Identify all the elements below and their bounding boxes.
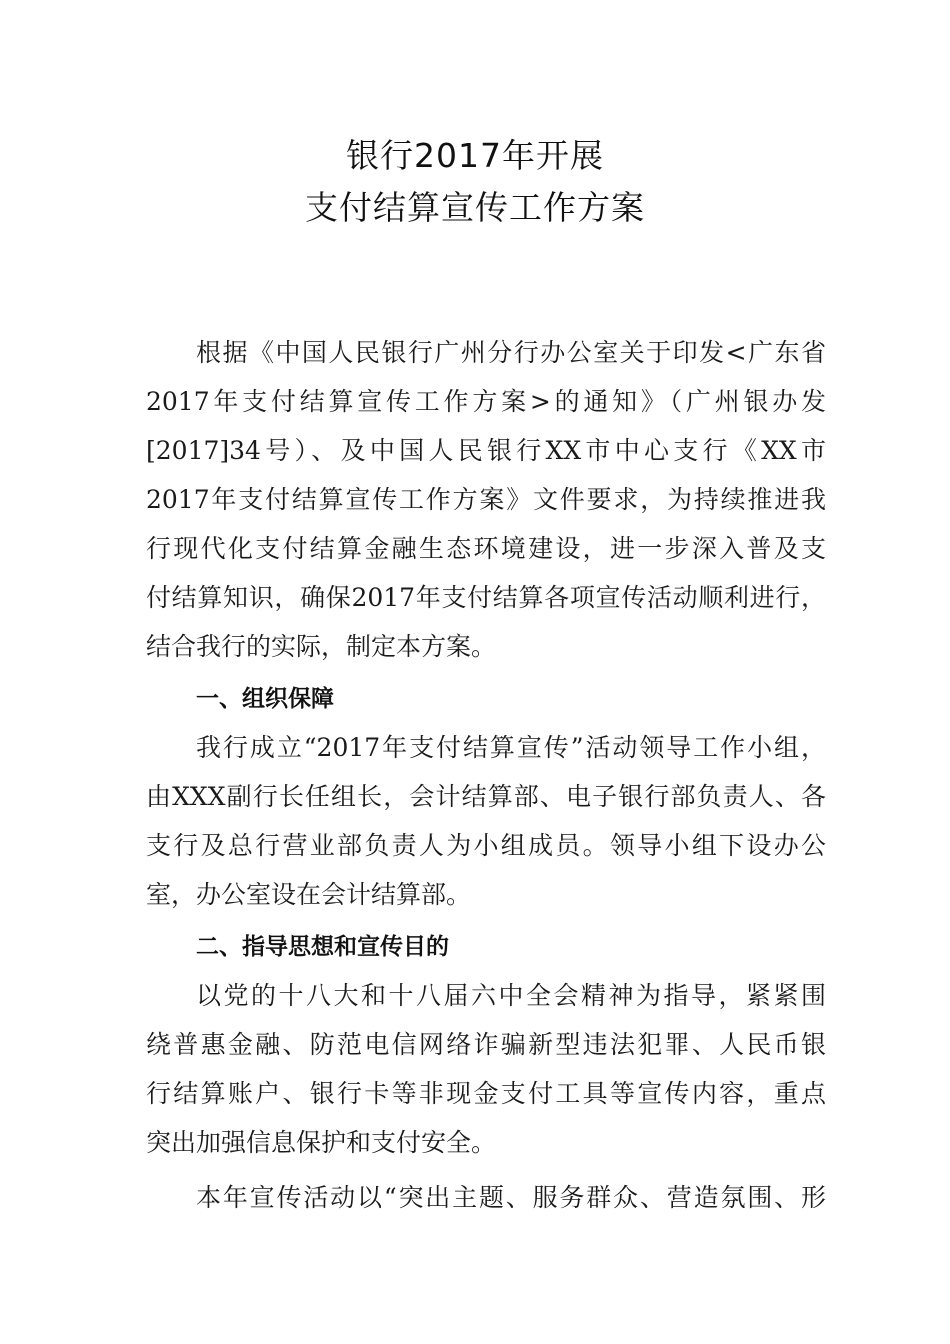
section-heading: 一、组织保障	[196, 686, 334, 712]
section-heading: 二、指导思想和宣传目的	[196, 934, 449, 960]
paragraph-line: 2017年支付结算宣传工作方案>的通知》（广州银办发	[146, 387, 826, 416]
paragraph-line: 绕普惠金融、防范电信网络诈骗新型违法犯罪、人民币银	[146, 1030, 826, 1059]
document-title-line2: 支付结算宣传工作方案	[305, 188, 645, 227]
paragraph-line: 本年宣传活动以“突出主题、服务群众、营造氛围、形	[196, 1183, 826, 1212]
paragraph-line: 行结算账户、银行卡等非现金支付工具等宣传内容，重点	[146, 1079, 826, 1108]
paragraph-line: 突出加强信息保护和支付安全。	[146, 1128, 497, 1157]
document-title-line1: 银行2017年开展	[346, 136, 604, 175]
paragraph-line: 行现代化支付结算金融生态环境建设，进一步深入普及支	[146, 534, 826, 563]
paragraph-line: 2017年支付结算宣传工作方案》文件要求，为持续推进我	[146, 485, 826, 514]
paragraph-line: 结合我行的实际，制定本方案。	[146, 632, 497, 661]
paragraph-line: 根据《中国人民银行广州分行办公室关于印发<广东省	[196, 338, 826, 367]
paragraph-line: 支行及总行营业部负责人为小组成员。领导小组下设办公	[146, 831, 826, 860]
paragraph-line: 由XXX副行长任组长，会计结算部、电子银行部负责人、各	[146, 782, 826, 811]
paragraph-line: 付结算知识，确保2017年支付结算各项宣传活动顺利进行，	[146, 583, 826, 612]
paragraph-line: [2017]34号）、及中国人民银行XX市中心支行《XX市	[146, 436, 826, 465]
paragraph-line: 室，办公室设在会计结算部。	[146, 880, 472, 909]
paragraph-line: 我行成立“2017年支付结算宣传”活动领导工作小组，	[196, 733, 826, 762]
paragraph-line: 以党的十八大和十八届六中全会精神为指导，紧紧围	[196, 981, 826, 1010]
